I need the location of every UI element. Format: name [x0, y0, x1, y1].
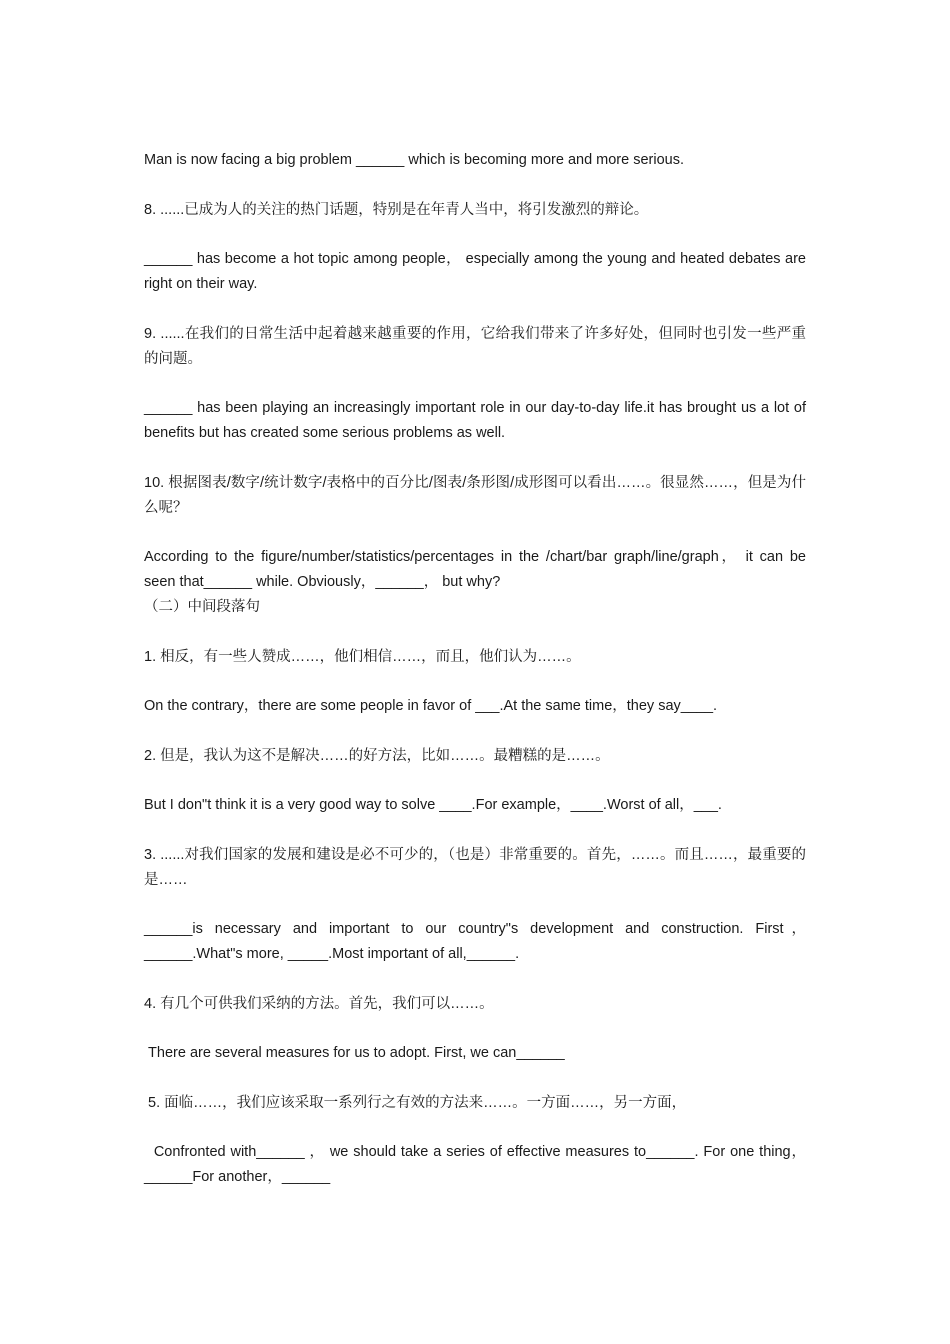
paragraph-middle-1-zh: 1. 相反，有一些人赞成……，他们相信……，而且，他们认为……。	[144, 648, 581, 665]
section-heading-middle-paragraph: （二）中间段落句	[144, 599, 260, 615]
paragraph-middle-2-en: But I don"t think it is a very good way to solve ____.For example，____.Worst of all，___.	[144, 797, 722, 813]
document-page	[144, 148, 811, 1190]
paragraph-sentence-9-en: ______ has been playing an increasingly important role in our day-to-day life.it has brought us a lot of benefits but has created some serious problems as well.	[144, 400, 811, 441]
paragraph-middle-3-zh: 3. ......对我们国家的发展和建设是必不可少的，（也是）非常重要的。首先，……。而且……，最重要的是……	[144, 846, 806, 888]
paragraph-sentence-10-en: According to the figure/number/statistics/percentages in the /chart/bar graph/line/graph， it can be seen that______ while. Obviously，______， but why?	[144, 549, 811, 590]
paragraph-middle-1-en: On the contrary，there are some people in favor of ___.At the same time，they say____.	[144, 698, 718, 714]
paragraph-middle-3-en: ______is necessary and important to our country"s development and construction. First，______.What"s more, _____.Most important of all,______.	[144, 921, 806, 962]
paragraph-middle-5-zh: 5. 面临……，我们应该采取一系列行之有效的方法来……。一方面……，另一方面，	[144, 1094, 687, 1111]
paragraph-sentence-9-zh: 9. ......在我们的日常生活中起着越来越重要的作用，它给我们带来了许多好处，但同时也引发一些严重的问题。	[144, 325, 806, 367]
paragraph-middle-2-zh: 2. 但是，我认为这不是解决……的好方法，比如……。最糟糕的是……。	[144, 747, 610, 764]
paragraph-middle-5-en: Confronted with______ ， we should take a series of effective measures to______. For one thing，______For another，______	[144, 1144, 806, 1185]
paragraph-middle-4-zh: 4. 有几个可供我们采纳的方法。首先，我们可以……。	[144, 995, 494, 1012]
paragraph-sentence-10-zh: 10. 根据图表/数字/统计数字/表格中的百分比/图表/条形图/成形图可以看出……。很显然……，但是为什么呢？	[144, 474, 806, 516]
paragraph-sentence-7-en: Man is now facing a big problem ______ which is becoming more and more serious.	[144, 152, 685, 168]
paragraph-middle-4-en: There are several measures for us to adopt. First, we can______	[144, 1045, 565, 1061]
paragraph-sentence-8-en: ______ has become a hot topic among people， especially among the young and heated debates are right on their way.	[144, 251, 811, 292]
paragraph-sentence-8-zh: 8. ......已成为人的关注的热门话题，特别是在年青人当中，将引发激烈的辩论。	[144, 201, 649, 218]
